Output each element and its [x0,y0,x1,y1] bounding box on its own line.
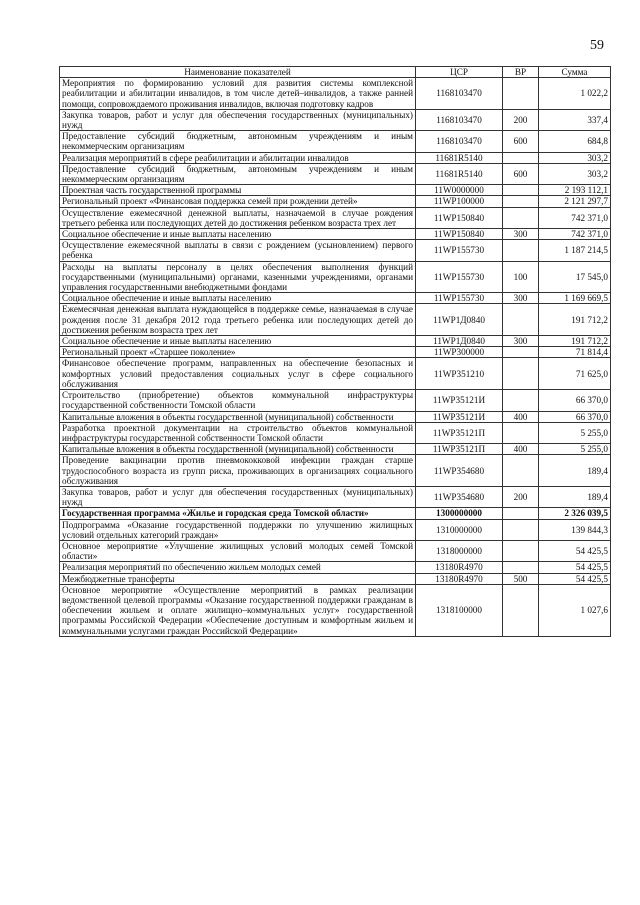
table-row [60,196,611,207]
row-name: Предоставление субсидий бюджетным, автономным учреждениям и иным некоммерческим организациям [60,131,416,152]
row-csr: 11WP35121И [416,390,503,411]
table-row [60,78,611,110]
row-csr: 11WP35121И [416,411,503,422]
row-sum: 5 255,0 [539,422,611,443]
row-name: Разработка проектной документации на строительство объектов коммунальной инфраструктуры государственной собственности Томской области [60,422,416,443]
row-sum: 742 371,0 [539,229,611,240]
row-vr [503,584,539,636]
row-name: Подпрограмма «Оказание государственной поддержки по улучшению жилищных условий отдельных категорий граждан» [60,519,416,540]
row-csr: 11WP1Д0840 [416,304,503,336]
table-row [60,584,611,636]
table-row [60,573,611,584]
row-name: Мероприятия по формированию условий для развития системы комплексной реабилитации и абилитации инвалидов, в том числе детей–инвалидов, а также ранней помощи, сопровождаемого проживания инвалидов, включая подготовку кадров [60,78,416,110]
row-name: Реализация мероприятий в сфере реабилитации и абилитации инвалидов [60,152,416,163]
row-name: Реализация мероприятий по обеспечению жильем молодых семей [60,562,416,573]
row-csr: 11WP100000 [416,196,503,207]
row-vr: 400 [503,411,539,422]
table-row [60,293,611,304]
row-name: Капитальные вложения в объекты государственной (муниципальной) собственности [60,411,416,422]
row-sum: 742 371,0 [539,207,611,228]
table-row [60,304,611,336]
table-row [60,444,611,455]
row-csr: 11WP354680 [416,455,503,487]
table-row [60,562,611,573]
row-vr [503,185,539,196]
row-sum: 66 370,0 [539,390,611,411]
row-vr [503,152,539,163]
row-name: Социальное обеспечение и иные выплаты населению [60,293,416,304]
row-name: Осуществление ежемесячной выплаты в связи с рождением (усыновлением) первого ребенка [60,240,416,261]
row-vr: 300 [503,336,539,347]
row-name: Региональный проект «Финансовая поддержка семей при рождении детей» [60,196,416,207]
row-vr: 100 [503,261,539,293]
row-sum: 71 814,4 [539,347,611,358]
row-vr [503,196,539,207]
row-name: Проектная часть государственной программы [60,185,416,196]
table-row [60,540,611,561]
header-sum: Сумма [539,67,611,78]
row-name: Финансовое обеспечение программ, направленных на обеспечение безопасных и комфортных условий предоставления социальных услуг в сфере социального обслуживания [60,358,416,390]
row-csr: 1300000000 [416,508,503,519]
row-vr: 300 [503,293,539,304]
row-name: Капитальные вложения в объекты государственной (муниципальной) собственности [60,444,416,455]
row-csr: 11WP35121П [416,444,503,455]
table-row [60,261,611,293]
row-name: Закупка товаров, работ и услуг для обеспечения государственных (муниципальных) нужд [60,486,416,507]
row-csr: 11681R5140 [416,152,503,163]
row-sum: 337,4 [539,109,611,130]
row-sum: 54 425,5 [539,540,611,561]
row-csr: 11681R5140 [416,163,503,184]
row-name: Основное мероприятие «Улучшение жилищных условий молодых семей Томской области» [60,540,416,561]
table-row [60,358,611,390]
row-sum: 189,4 [539,455,611,487]
table-row [60,185,611,196]
table-row [60,390,611,411]
row-sum: 17 545,0 [539,261,611,293]
row-sum: 71 625,0 [539,358,611,390]
row-vr [503,304,539,336]
budget-table [59,66,611,637]
row-vr [503,207,539,228]
row-sum: 191 712,2 [539,304,611,336]
row-name: Региональный проект «Старшее поколение» [60,347,416,358]
table-row [60,336,611,347]
row-vr [503,540,539,561]
row-csr: 11WP155730 [416,261,503,293]
table-row [60,240,611,261]
table-row [60,347,611,358]
table-row [60,455,611,487]
header-csr: ЦСР [416,67,503,78]
row-sum: 54 425,5 [539,562,611,573]
row-sum: 1 022,2 [539,78,611,110]
row-sum: 303,2 [539,152,611,163]
table-row [60,486,611,507]
row-vr [503,240,539,261]
row-csr: 11W0000000 [416,185,503,196]
table-row [60,229,611,240]
row-vr: 200 [503,486,539,507]
table-row [60,131,611,152]
row-vr [503,455,539,487]
row-vr: 600 [503,163,539,184]
row-name: Межбюджетные трансферты [60,573,416,584]
row-vr: 200 [503,109,539,130]
row-csr: 1168103470 [416,78,503,110]
row-csr: 1318000000 [416,540,503,561]
row-sum: 54 425,5 [539,573,611,584]
row-name: Социальное обеспечение и иные выплаты населению [60,336,416,347]
table-row [60,519,611,540]
row-csr: 11WP1Д0840 [416,336,503,347]
row-csr: 11WP155730 [416,240,503,261]
table-row [60,163,611,184]
row-sum: 2 193 112,1 [539,185,611,196]
row-vr: 500 [503,573,539,584]
row-csr: 1168103470 [416,109,503,130]
row-sum: 1 187 214,5 [539,240,611,261]
row-name: Предоставление субсидий бюджетным, автономным учреждениям и иным некоммерческим организациям [60,163,416,184]
row-sum: 303,2 [539,163,611,184]
row-name: Расходы на выплаты персоналу в целях обеспечения выполнения функций государственными (муниципальными) органами, казенными учреждениями, органами управления государственными внебюджетными фондами [60,261,416,293]
table-row [60,411,611,422]
header-name: Наименование показателей [60,67,416,78]
row-sum: 189,4 [539,486,611,507]
table-row [60,109,611,130]
row-name: Закупка товаров, работ и услуг для обеспечения государственных (муниципальных) нужд [60,109,416,130]
row-vr: 600 [503,131,539,152]
row-vr [503,519,539,540]
row-name: Осуществление ежемесячной денежной выплаты, назначаемой в случае рождения третьего ребенка или последующих детей до достижения ребенком возраста трех лет [60,207,416,228]
row-vr: 300 [503,229,539,240]
row-vr [503,78,539,110]
table-row [60,422,611,443]
page-number: 59 [590,38,604,53]
row-name: Основное мероприятие «Осуществление мероприятий в рамках реализации ведомственной целевой программы «Оказание государственной поддержки гражданам в обеспечении жильем и оплате жилищно–коммунальных услуг» государственной программы Российской Федерации «Обеспечение доступным и комфортным жильем и коммунальными услугами граждан Российской Федерации» [60,584,416,636]
row-sum: 1 169 669,5 [539,293,611,304]
row-sum: 5 255,0 [539,444,611,455]
row-vr [503,347,539,358]
table-header-row [60,67,611,78]
row-csr: 1168103470 [416,131,503,152]
row-csr: 11WP35121П [416,422,503,443]
row-sum: 1 027,6 [539,584,611,636]
row-csr: 11WP351210 [416,358,503,390]
row-vr: 400 [503,444,539,455]
row-csr: 11WP150840 [416,207,503,228]
row-sum: 684,8 [539,131,611,152]
row-csr: 11WP150840 [416,229,503,240]
row-vr [503,422,539,443]
row-name: Ежемесячная денежная выплата нуждающейся в поддержке семье, назначаемая в случае рождения после 31 декабря 2012 года третьего ребенка или последующих детей до достижения ребенком возраста трех лет [60,304,416,336]
row-csr: 11WP354680 [416,486,503,507]
table-body [60,78,611,637]
table-row [60,207,611,228]
row-sum: 2 121 297,7 [539,196,611,207]
row-sum: 139 844,3 [539,519,611,540]
row-csr: 13180R4970 [416,562,503,573]
row-csr: 1310000000 [416,519,503,540]
row-name: Строительство (приобретение) объектов коммунальной инфраструктуры государственной собственности Томской области [60,390,416,411]
row-vr [503,390,539,411]
row-vr [503,358,539,390]
row-name: Государственная программа «Жилье и городская среда Томской области» [60,508,416,519]
row-vr [503,508,539,519]
row-sum: 191 712,2 [539,336,611,347]
row-csr: 11WP155730 [416,293,503,304]
row-sum: 66 370,0 [539,411,611,422]
header-vr: ВР [503,67,539,78]
table-row [60,152,611,163]
row-vr [503,562,539,573]
table-row [60,508,611,519]
row-csr: 13180R4970 [416,573,503,584]
row-name: Проведение вакцинации против пневмококковой инфекции граждан старше трудоспособного возраста из групп риска, проживающих в организациях социального обслуживания [60,455,416,487]
row-csr: 1318100000 [416,584,503,636]
row-csr: 11WP300000 [416,347,503,358]
row-sum: 2 326 039,5 [539,508,611,519]
row-name: Социальное обеспечение и иные выплаты населению [60,229,416,240]
